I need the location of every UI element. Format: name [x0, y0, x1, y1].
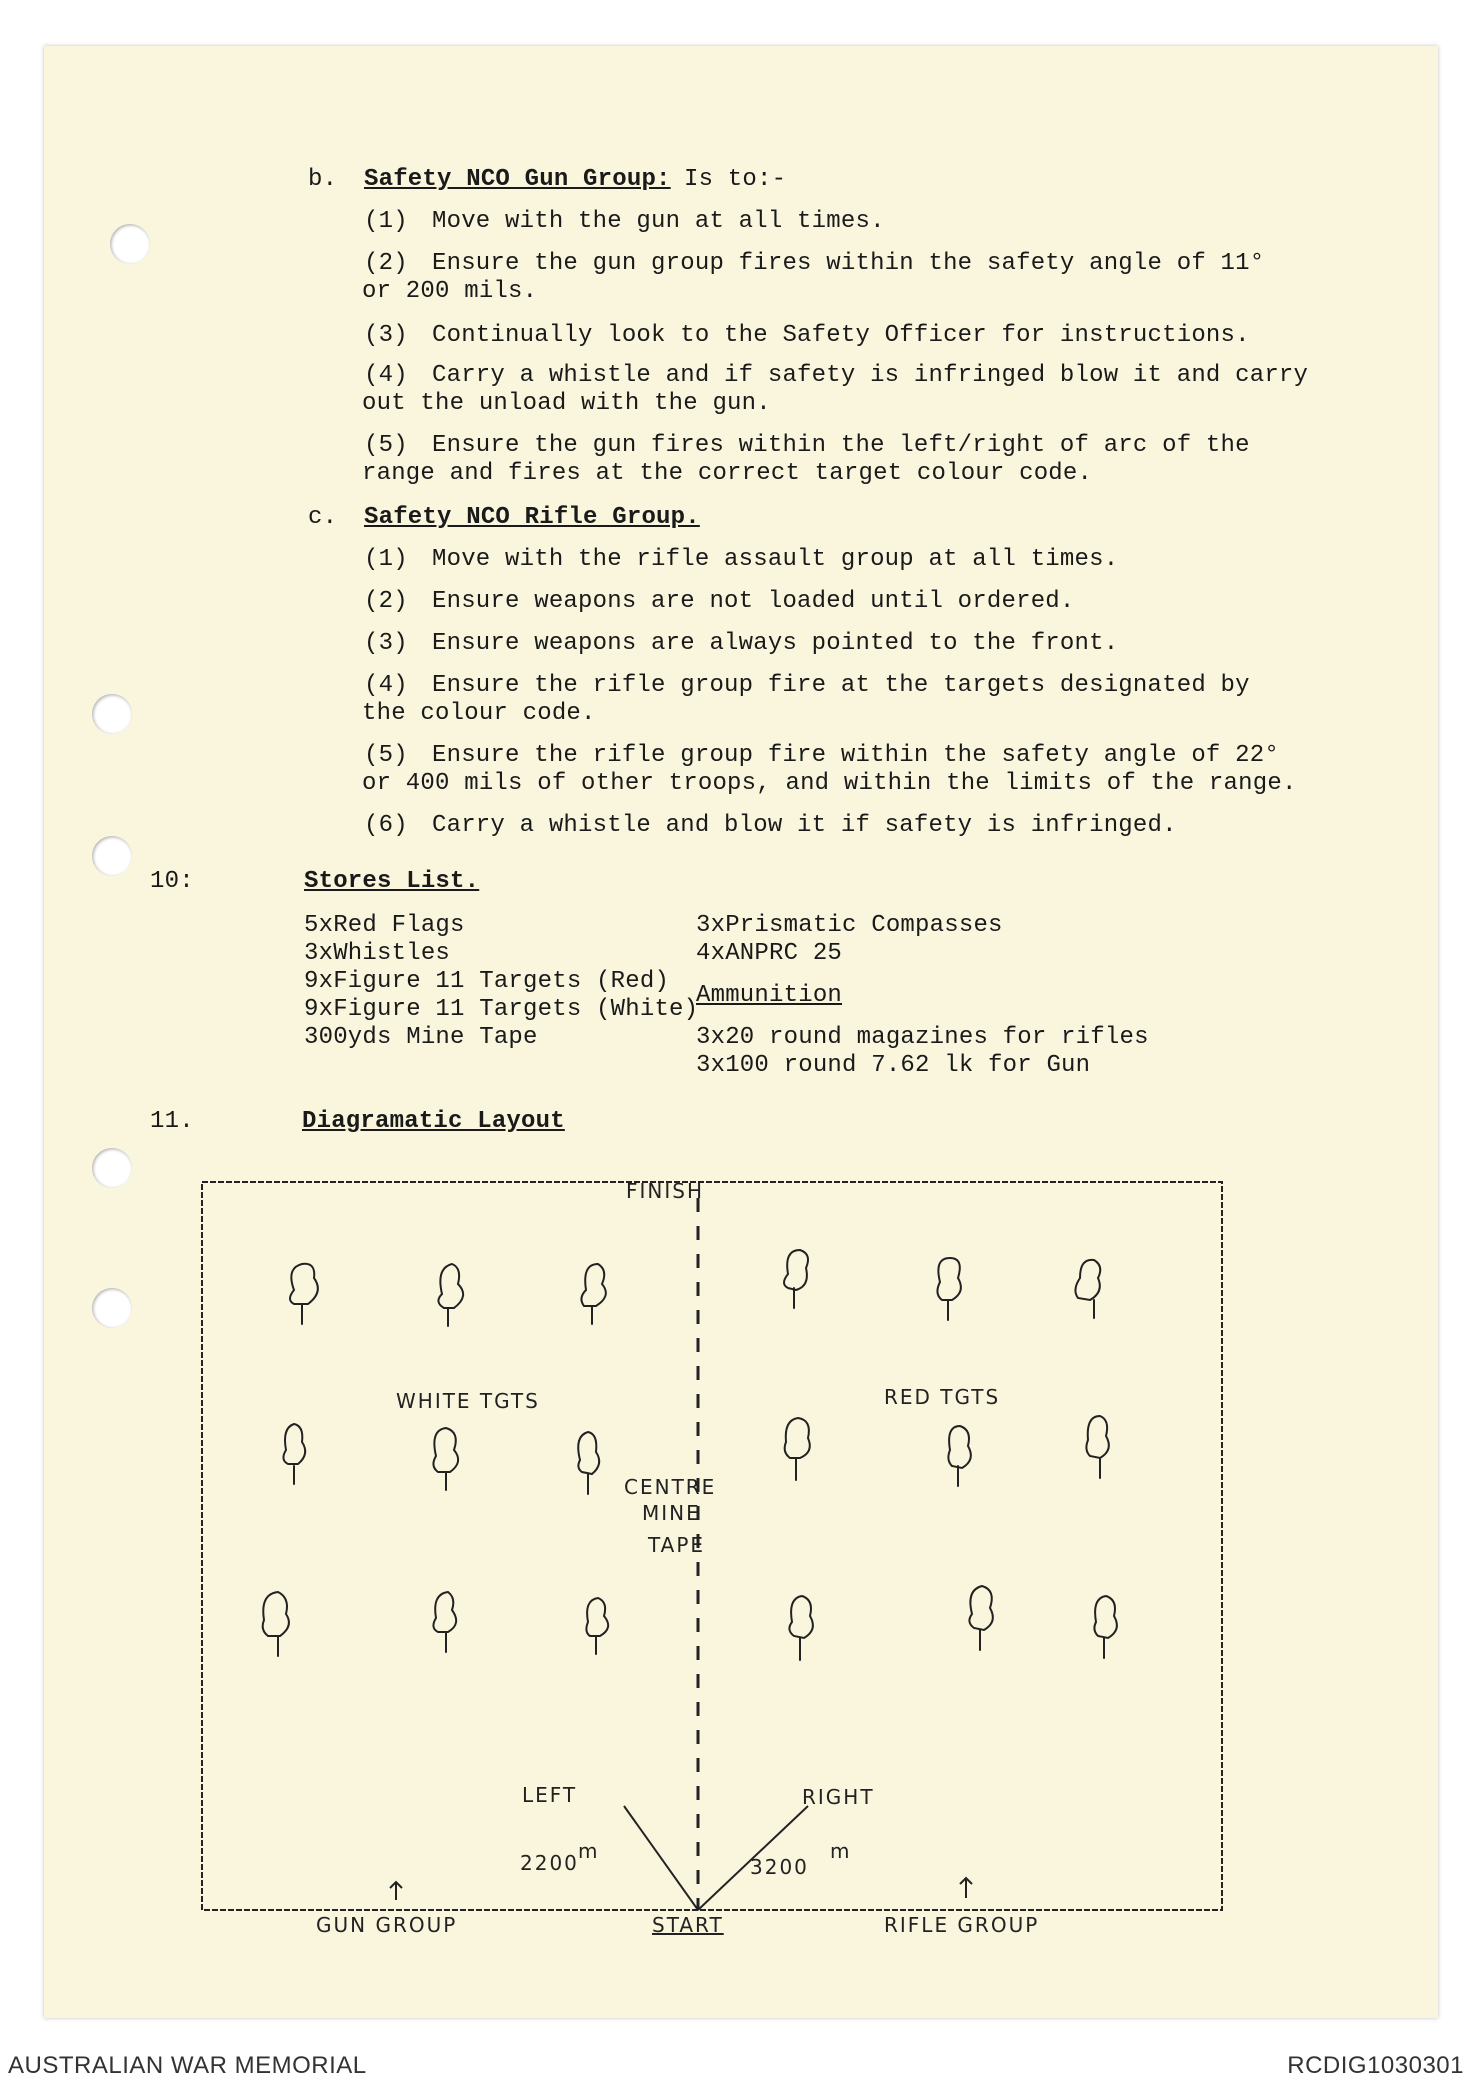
centre-mine-tape-label: CENTRE: [624, 1475, 717, 1499]
section-b-item-text: Carry a whistle and if safety is infringed blow it and carry: [432, 362, 1309, 389]
archive-id: RCDIG1030301: [1287, 2052, 1464, 2079]
section-b-label: b.: [308, 166, 338, 193]
rifle-group-arrow-icon: [960, 1878, 972, 1898]
gun-group-label: GUN GROUP: [316, 1913, 458, 1937]
section-11-num: 11.: [150, 1108, 194, 1135]
section-b-item-cont: out the unload with the gun.: [362, 390, 771, 417]
target-red-icon: [1086, 1416, 1109, 1478]
target-white-icon: [578, 1432, 599, 1494]
section-c-item-num: (3): [364, 630, 408, 657]
section-b-lead: Is to:-: [684, 166, 787, 193]
section-c-item-text: Ensure weapons are not loaded until ordered.: [432, 588, 1075, 615]
target-white-icon: [438, 1264, 463, 1326]
target-white-icon: [290, 1264, 318, 1324]
range-boundary: [202, 1182, 1222, 1910]
target-red-icon: [937, 1258, 960, 1320]
stores-item: 3xPrismatic Compasses: [696, 912, 1003, 939]
target-red-icon: [784, 1250, 808, 1308]
ammunition-item: 3x100 round 7.62 lk for Gun: [696, 1052, 1091, 1079]
section-c-item-text: Move with the rifle assault group at all times.: [432, 546, 1119, 573]
left-arc-label: LEFT: [522, 1783, 578, 1807]
section-b-item-cont: range and fires at the correct target colour code.: [362, 460, 1093, 487]
ammunition-item: 3x20 round magazines for rifles: [696, 1024, 1149, 1051]
stores-item: 300yds Mine Tape: [304, 1024, 538, 1051]
target-white-icon: [433, 1592, 456, 1652]
stores-item: 5xRed Flags: [304, 912, 465, 939]
section-b-item-num: (4): [364, 362, 408, 389]
left-arc-mils: 2200: [520, 1851, 579, 1875]
section-b-item-text: Continually look to the Safety Officer for instructions.: [432, 322, 1250, 349]
right-arc-label: RIGHT: [802, 1785, 875, 1809]
left-arc-line: [624, 1806, 698, 1910]
section-c-item-text: Ensure the rifle group fire at the targets designated by: [432, 672, 1250, 699]
section-b-item-num: (5): [364, 432, 408, 459]
section-c-item-num: (2): [364, 588, 408, 615]
target-red-icon: [969, 1586, 992, 1650]
red-targets-label: RED TGTS: [884, 1385, 1001, 1409]
target-white-icon: [263, 1592, 289, 1656]
section-11-heading: Diagramatic Layout: [302, 1108, 565, 1135]
punch-hole: [92, 836, 132, 876]
ammunition-heading: Ammunition: [696, 982, 843, 1009]
section-c-item-num: (5): [364, 742, 408, 769]
section-c-item-text: Carry a whistle and blow it if safety is infringed.: [432, 812, 1177, 839]
target-white-icon: [586, 1598, 608, 1654]
centre-mine-tape-label: MINE: [642, 1501, 701, 1525]
target-white-icon: [581, 1264, 605, 1324]
mils-unit: m: [578, 1839, 600, 1863]
section-c-item-text: Ensure the rifle group fire within the safety angle of 22°: [432, 742, 1279, 769]
section-b-item-cont: or 200 mils.: [362, 278, 538, 305]
stores-item: 3xWhistles: [304, 940, 451, 967]
centre-mine-tape-label: TAPE: [648, 1533, 706, 1557]
punch-hole: [92, 1148, 132, 1188]
archive-credit: AUSTRALIAN WAR MEMORIAL: [8, 2052, 367, 2079]
start-label: START: [652, 1913, 724, 1937]
target-red-icon: [948, 1426, 971, 1486]
section-b-item-num: (3): [364, 322, 408, 349]
section-10-num: 10:: [150, 868, 194, 895]
white-targets-label: WHITE TGTS: [396, 1389, 540, 1413]
section-b-item-text: Ensure the gun group fires within the safety angle of 11°: [432, 250, 1265, 277]
section-b-item-num: (2): [364, 250, 408, 277]
section-b-item-text: Move with the gun at all times.: [432, 208, 885, 235]
section-b-item-num: (1): [364, 208, 408, 235]
target-white-icon: [433, 1428, 458, 1490]
section-c-item-num: (4): [364, 672, 408, 699]
section-c-item-cont: the colour code.: [362, 700, 596, 727]
section-c-item-cont: or 400 mils of other troops, and within the limits of the range.: [362, 770, 1297, 797]
section-c-item-num: (1): [364, 546, 408, 573]
range-layout-diagram: [196, 1170, 1246, 1950]
section-10-heading: Stores List.: [304, 868, 480, 895]
stores-item: 9xFigure 11 Targets (Red): [304, 968, 670, 995]
punch-hole: [110, 224, 150, 264]
section-c-label: c.: [308, 504, 338, 531]
rifle-group-label: RIFLE GROUP: [884, 1913, 1040, 1937]
mils-unit: m: [830, 1839, 852, 1863]
target-red-icon: [785, 1418, 810, 1480]
gun-group-arrow-icon: [390, 1882, 402, 1900]
section-c-item-text: Ensure weapons are always pointed to the front.: [432, 630, 1119, 657]
target-white-icon: [283, 1424, 305, 1484]
section-b-item-text: Ensure the gun fires within the left/right of arc of the: [432, 432, 1250, 459]
section-b-heading: Safety NCO Gun Group:: [364, 166, 671, 193]
stores-item: 9xFigure 11 Targets (White): [304, 996, 699, 1023]
finish-label: FINISH: [626, 1179, 704, 1203]
section-c-heading: Safety NCO Rifle Group.: [364, 504, 700, 531]
punch-hole: [92, 1288, 132, 1328]
target-red-icon: [1094, 1596, 1117, 1658]
target-red-icon: [1075, 1260, 1100, 1318]
target-red-icon: [789, 1596, 812, 1660]
punch-hole: [92, 694, 132, 734]
stores-item: 4xANPRC 25: [696, 940, 843, 967]
section-c-item-num: (6): [364, 812, 408, 839]
right-arc-mils: 3200: [750, 1855, 809, 1879]
